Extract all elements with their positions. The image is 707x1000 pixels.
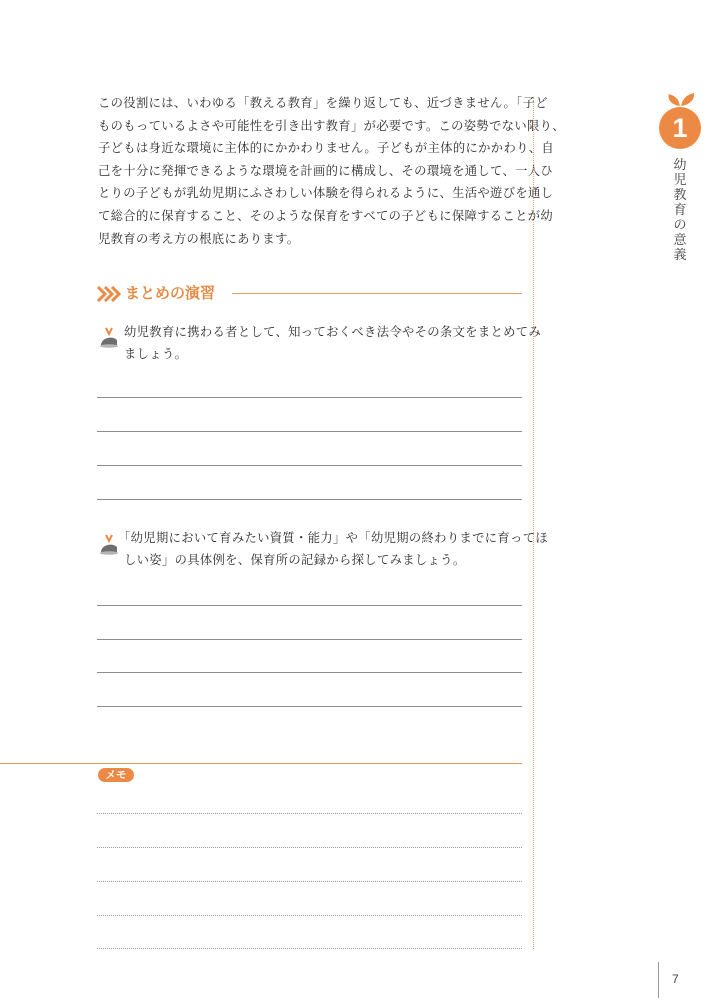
margin-dotted-line xyxy=(533,97,534,949)
chapter-title-char: 育 xyxy=(673,203,687,218)
exercise-line: しい姿」の具体例を、保育所の記録から探してみましょう。 xyxy=(124,552,466,567)
memo-line[interactable] xyxy=(97,813,522,814)
chapter-title-char: 義 xyxy=(673,248,687,263)
chapter-number-badge: 1 xyxy=(659,107,701,149)
answer-line[interactable] xyxy=(97,605,522,606)
paragraph-line: この役割には、いわゆる「教える教育」を繰り返しても、近づきません。「子ど xyxy=(98,96,548,110)
exercise-line: 幼児教育に携わる者として、知っておくべき法令やその条文をまとめてみ xyxy=(124,325,542,339)
exercise-2-text xyxy=(118,528,548,571)
chapter-title-char: の xyxy=(673,218,687,233)
chapter-title xyxy=(672,158,688,263)
section-title: まとめの演習 xyxy=(125,284,216,302)
answer-line[interactable] xyxy=(97,465,522,466)
body-paragraph xyxy=(98,92,565,250)
memo-line[interactable] xyxy=(97,881,522,882)
section-rule xyxy=(232,293,522,294)
exercise-1-text xyxy=(124,322,541,365)
chapter-title-char: 教 xyxy=(673,188,687,203)
paragraph-line: とりの子どもが乳幼児期にふさわしい体験を得られるように、生活や遊びを通し xyxy=(98,186,554,201)
pencil-sprout-icon xyxy=(98,326,120,348)
page-number-rule xyxy=(658,962,659,998)
paragraph-line: 己を十分に発揮できるような環境を計画的に構成し、その環境を通して、一人ひ xyxy=(98,163,554,178)
memo-badge: メモ xyxy=(98,768,134,782)
answer-line[interactable] xyxy=(97,431,522,432)
exercise-line: ましょう。 xyxy=(124,346,188,361)
paragraph-line: 子どもは身近な環境に主体的にかかわりません。子どもが主体的にかかわり、自 xyxy=(98,141,555,156)
memo-rule xyxy=(0,763,522,764)
chapter-title-char: 児 xyxy=(673,173,687,188)
answer-line[interactable] xyxy=(97,672,522,673)
answer-line[interactable] xyxy=(97,499,522,500)
exercise-line: 「幼児期において育みたい資質・能力」や「幼児期の終わりまでに育ってほ xyxy=(118,531,548,545)
memo-line[interactable] xyxy=(97,847,522,848)
double-chevron-icon xyxy=(97,286,121,302)
page-number: 7 xyxy=(672,972,679,986)
paragraph-line: て総合的に保育すること、そのような保育をすべての子どもに保障することが幼 xyxy=(98,208,554,223)
memo-line[interactable] xyxy=(97,948,522,949)
answer-line[interactable] xyxy=(97,397,522,398)
chapter-title-char: 幼 xyxy=(673,158,687,173)
answer-line[interactable] xyxy=(97,706,522,707)
chapter-title-char: 意 xyxy=(673,233,687,248)
pencil-sprout-icon xyxy=(98,533,120,555)
paragraph-line: 児教育の考え方の根底にあります。 xyxy=(98,231,300,246)
paragraph-line: ものもっているよさや可能性を引き出す教育」が必要です。この姿勢でない限り、 xyxy=(98,118,565,133)
memo-line[interactable] xyxy=(97,915,522,916)
answer-line[interactable] xyxy=(97,639,522,640)
